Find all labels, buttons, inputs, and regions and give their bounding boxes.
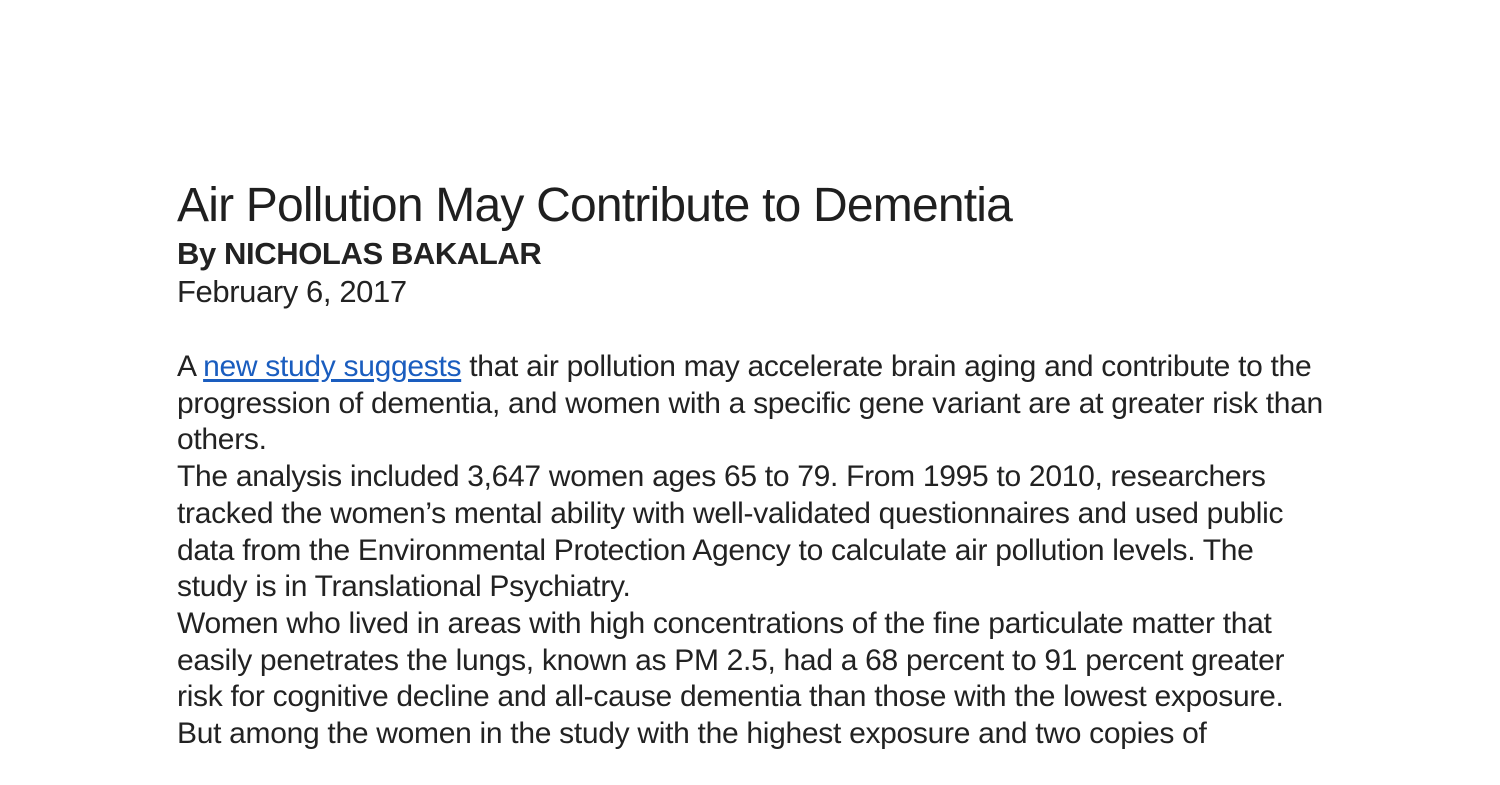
paragraph-1-rest: that air pollution may accelerate brain aging and contribute to the progression of dementia, and women with a specific gene variant are at greater risk than others. [177, 350, 1323, 457]
paragraph-1 [177, 349, 1327, 459]
article-byline: By NICHOLAS BAKALAR [177, 236, 542, 271]
article-date: February 6, 2017 [177, 274, 407, 309]
article-body [177, 349, 1327, 753]
study-link[interactable]: new study suggests [203, 350, 462, 383]
article [177, 176, 1327, 753]
paragraph-4: But among the women in the study with the highest exposure and two copies of [177, 717, 1207, 751]
paragraph-2: The analysis included 3,647 women ages 65 to 79. From 1995 to 2010, researchers tracked the women’s mental ability with well-validated questionnaires and used public data from the Environmental Protection Agency to calculate air pollution levels. The study is in Translational Psychiatry. [177, 460, 1284, 604]
article-headline: Air Pollution May Contribute to Dementia [177, 179, 1013, 232]
paragraph-1-lead: A [177, 350, 204, 383]
paragraph-3: Women who lived in areas with high concentrations of the fine particulate matter that easily penetrates the lungs, known as PM 2.5, had a 68 percent to 91 percent greater risk for cognitive decline and all-cause dementia than those with the lowest exposure. [177, 606, 1285, 714]
